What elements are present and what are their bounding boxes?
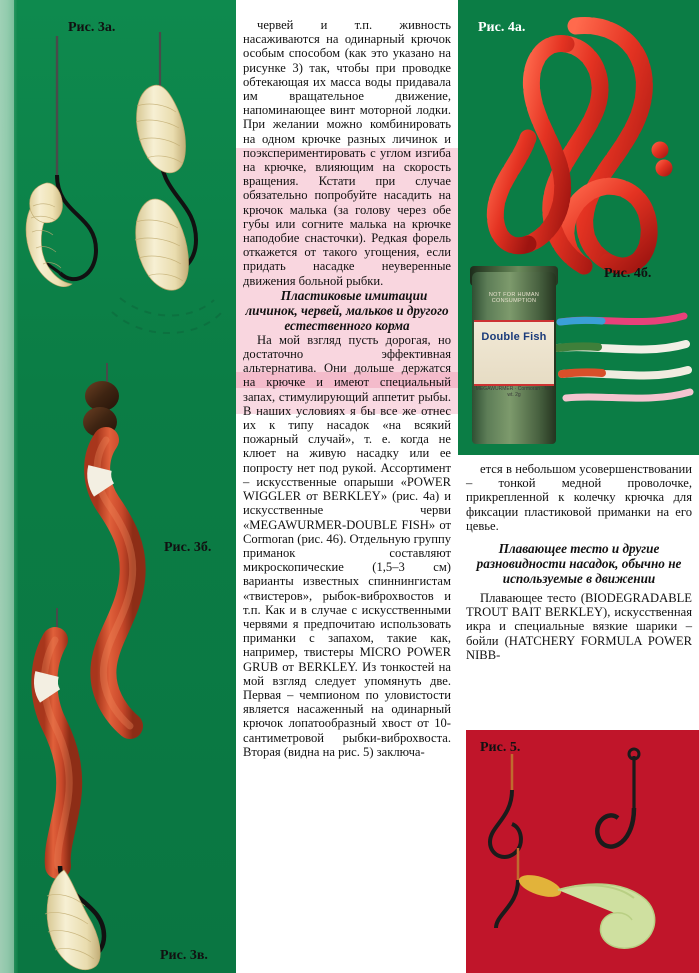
paragraph-body-2: На мой взгляд пусть дорогая, но достаточно эффективная альтернатива. Они дольше держатся на крючке и имеют специальный запах, стимулирующий аппетит рыбы. В наших условиях я бы все же отнес их к типу насадок «на всякий пожарный случай», т. е. когда не клюет на живую насадку или ее попросту нет под рукой. Ассортимент – искусственные опарыши «POWER WIGGLER от BERKLEY» (рис. 4а) и искусственные черви «MEGAWURMER-DOUBLE FISH» от Cormoran (рис. 46). Отдельную группу приманок составляют микроскопические (1,5–3 см) варианты известных спиннингистам «твистеров», рыбок-виброхвостов и т.п. Как и в случае с искусственными червями я предпочитаю использовать приманки с запахом, такие как, например, твистеры MICRO POWER GRUB от BERKLEY. Из тонкостей на мой взгляд следует упомянуть две. Первая – чемпионом по уловистости является насаженный на одинарный крючок лопатообразный хвост от 10-сантиметровой рыбки-виброхвоста. Вторая (видна на рис. 5) заключа- <box>243 332 451 759</box>
caption-fig-3b: Рис. 3б. <box>164 540 212 555</box>
right-paragraph-continuation: ется в небольшом усовершенствовании – тонкой медной проволочке, прикрепленной к колечку крючка для фиксации пластиковой приманки на его цевье. <box>466 462 692 533</box>
bait-jar-brand: Double Fish <box>481 331 547 343</box>
caption-fig-4b: Рис. 4б. <box>604 266 652 281</box>
bait-jar-label <box>474 320 554 386</box>
bait-jar-top-text: NOT FOR HUMAN CONSUMPTION <box>488 292 540 304</box>
middle-column-text <box>243 18 451 963</box>
paragraph-body: червей и т.п. живность насаживаются на одинарный крючок особым способом (как это указано на рисунке 3) так, чтобы при проводке обтекающая их масса воды придавала им вращательное движение, напоминающее винт моторной лодки. При желании можно комбинировать на одном крючке разных личинок и поэкспериментировать с углом изгиба на крючке, влияющим на скорость вращения. Кстати при случае обязательно попробуйте насадить на крючок малька (за голову через обе губы или согните малька на крючке наподобие снасточки). Редкая форель откажется от такого угощения, если придать насадке неуверенные движения больной рыбки. <box>243 18 451 288</box>
fig5-illustration <box>466 730 699 973</box>
bait-jar-bottom-text: MEGAWURMER · Cormoran · Net wt. 2g <box>475 386 553 398</box>
left-illustrations <box>0 0 236 973</box>
caption-fig-5: Рис. 5. <box>480 740 521 755</box>
caption-fig-3a: Рис. 3а. <box>68 20 116 35</box>
section-subheading: Пластиковые имитации личинок, червей, мальков и другого естественного корма <box>245 287 449 333</box>
right-paragraph-body: Плавающее тесто (BIODEGRADABLE TROUT BAIT BERKLEY), искусственная икра и специальные вязкие шарики – бойли (HATCHERY FORMULA POWER NIBB- <box>466 591 692 662</box>
fig4b-plastic-baits <box>556 300 696 430</box>
right-column-text <box>466 462 692 662</box>
caption-fig-3v: Рис. 3в. <box>160 948 208 963</box>
caption-fig-4a: Рис. 4а. <box>478 20 526 35</box>
right-section-subheading: Плавающее тесто и другие разновидности насадок, обычно не используемые в движении <box>476 541 682 587</box>
